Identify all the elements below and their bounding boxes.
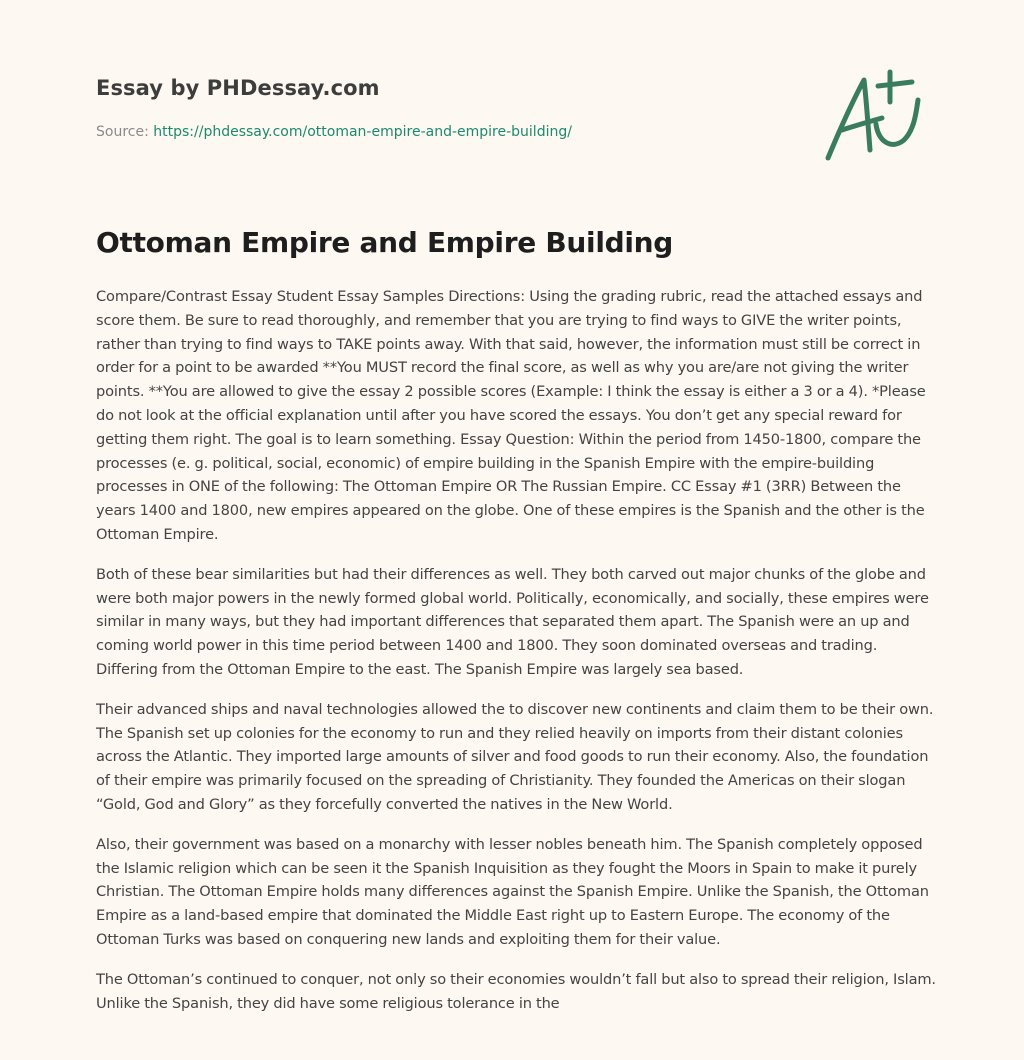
- essay-paragraph: Both of these bear similarities but had their differences as well. They both carved out major chunks of the globe and were both major powers in the newly formed global world. Politically, economically, and socially, these empires were similar in many ways, but they had important differences that separated them apart. The Spanish were an up and coming world power in this time period between 1400 and 1800. They soon dominated overseas and trading. Differing from the Ottoman Empire to the east. The Spanish Empire was largely sea based.: [96, 565, 929, 678]
- essay-paragraph: Compare/Contrast Essay Student Essay Samples Directions: Using the grading rubric, read the attached essays and score them. Be sure to read thoroughly, and remember that you are trying to find ways to GIVE the writer points, rather than trying to find ways to TAKE points away. With that said, however, the information must still be correct in order for a point to be awarded **You MUST record the final score, as well as why you are/are not giving the writer points. **You are allowed to give the essay 2 possible scores (Example: I think the essay is either a 3 or a 4). *Please do not look at the official explanation until after you have scored the essays. You don’t get any special reward for getting them right. The goal is to learn something. Essay Question: Within the period from 1450-1800, compare the processes (e. g. political, social, economic) of empire building in the Spanish Empire with the empire-building processes in ONE of the following: The Ottoman Empire OR The Russian Empire. CC Essay #1 (3RR) Between the years 1400 and 1800, new empires appeared on the globe. One of these empires is the Spanish and the other is the Ottoman Empire.: [96, 288, 926, 543]
- essay-title: Ottoman Empire and Empire Building: [96, 226, 674, 259]
- page-header: [96, 76, 796, 140]
- essay-paragraph: Also, their government was based on a monarchy with lesser nobles beneath him. The Spanish completely opposed the Islamic religion which can be seen it the Spanish Inquisition as they fought the Moors in Spain to make it purely Christian. The Ottoman Empire holds many differences against the Spanish Empire. Unlike the Spanish, the Ottoman Empire as a land-based empire that dominated the Middle East right up to Eastern Europe. The economy of the Ottoman Turks was based on conquering new lands and exploiting them for their value.: [96, 835, 929, 948]
- site-title: Essay by PHDessay.com: [96, 76, 380, 100]
- source-line: [96, 124, 796, 140]
- essay-body: [96, 285, 936, 1031]
- essay-paragraph: The Ottoman’s continued to conquer, not only so their economies wouldn’t fall but also to spread their religion, Islam. Unlike the Spanish, they did have some religious tolerance in the: [96, 970, 936, 1012]
- source-link[interactable]: https://phdessay.com/ottoman-empire-and-empire-building/: [153, 124, 572, 140]
- source-label: Source:: [96, 124, 149, 140]
- a-plus-grade-icon: [820, 66, 930, 166]
- essay-paragraph: Their advanced ships and naval technologies allowed the to discover new continents and claim them to be their own. The Spanish set up colonies for the economy to run and they relied heavily on imports from their distant colonies across the Atlantic. They imported large amounts of silver and food goods to run their economy. Also, the foundation of their empire was primarily focused on the spreading of Christianity. They founded the Americas on their slogan “Gold, God and Glory” as they forcefully converted the natives in the New World.: [96, 700, 934, 813]
